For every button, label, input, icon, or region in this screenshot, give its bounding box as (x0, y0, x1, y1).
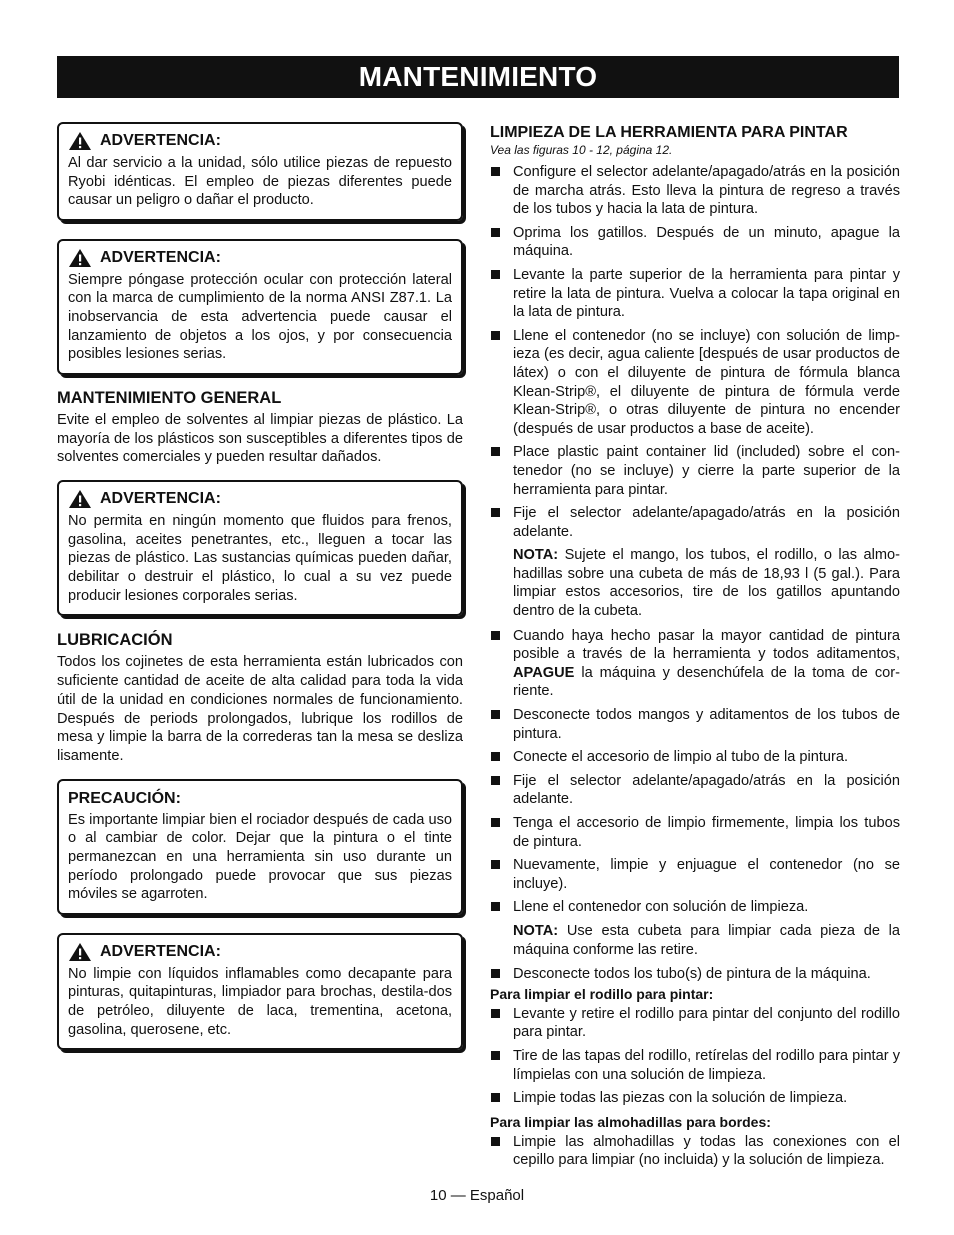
warning-box-1 (57, 122, 463, 221)
section-heading-general: MANTENIMIENTO GENERAL (57, 388, 282, 407)
bullet-square-icon (491, 710, 500, 719)
bullet-square-icon (491, 969, 500, 978)
warning-heading: ADVERTENCIA: (100, 490, 221, 508)
bullet-square-icon (491, 818, 500, 827)
warning-text: No limpie con líquidos inflamables como decapante para pinturas, quitapinturas, limpiador para brochas, destila-dos de petróleo, diluyente de laca, trementina, acetona, gasolina, querosene, etc. (68, 965, 452, 1038)
cleaning-steps-list (490, 163, 900, 541)
list-item: Tenga el accesorio de limpio firmemente, limpia los tubos de pintura. (490, 814, 900, 851)
bullet-square-icon (491, 1009, 500, 1018)
list-item: Limpie las almohadillas y todas las conexiones con el cepillo para limpiar (no incluida) y la solución de limpieza. (490, 1133, 900, 1170)
bullet-square-icon (491, 508, 500, 517)
list-item: Desconecte todos los tubo(s) de pintura de la máquina. (490, 965, 900, 984)
section-heading-lubrication: LUBRICACIÓN (57, 631, 173, 650)
caution-text: Es importante limpiar bien el rociador después de cada uso o al cambiar de color. Dejar que la pintura o el tinte permanezcan en una herramienta sin uso durante un período prolongado puede provocar que sus piezas móviles se agarroten. (68, 811, 452, 903)
lubrication-text: Todos los cojinetes de esta herramienta están lubricados con suficiente cantidad de aceite de alta calidad para toda la vida útil de la unidad en condiciones normales de funcionamiento. Después de periods prolongados, lubrique los rodillos de mesa y limpie la barra de la correderas tan la mesa se desliza lisamente. (57, 654, 463, 765)
general-maintenance-section (57, 389, 463, 467)
bullet-square-icon (491, 902, 500, 911)
warning-box-4 (57, 933, 463, 1050)
figure-reference: Vea las figuras 10 - 12, página 12. (490, 143, 673, 157)
bullet-square-icon (491, 331, 500, 340)
bullet-square-icon (491, 631, 500, 640)
list-item: Nuevamente, limpie y enjuague el contenedor (no se incluye). (490, 856, 900, 893)
warning-triangle-icon (68, 248, 92, 268)
list-item: Llene el contenedor con solución de limpieza. (490, 898, 900, 917)
general-text: Evite el empleo de solventes al limpiar piezas de plástico. La mayoría de los plásticos son susceptibles a diferentes tipos de solventes comerciales y pueden resultar dañados. (57, 411, 463, 466)
list-item: Cuando haya hecho pasar la mayor cantidad de pintura posible a través de la herramienta y todos aditamentos, APAGUE la máquina y desenchúfela de la toma de cor-riente. (490, 627, 900, 701)
note-2: NOTA: Use esta cubeta para limpiar cada pieza de la máquina conforme las retire. (513, 922, 900, 958)
warning-heading: ADVERTENCIA: (100, 132, 221, 149)
warning-triangle-icon (68, 942, 92, 962)
page-title: MANTENIMIENTO (57, 56, 899, 98)
bullet-square-icon (491, 270, 500, 279)
list-item: Configure el selector adelante/apagado/atrás en la posición de marcha atrás. Esto lleva la pintura de regreso a través de los tubos y hacia la lata de pintura. (490, 163, 900, 219)
list-item: Fije el selector adelante/apagado/atrás en la posición adelante. (490, 504, 900, 541)
warning-heading: ADVERTENCIA: (100, 942, 221, 960)
caution-box (57, 779, 463, 915)
warning-text: Al dar servicio a la unidad, sólo utilice piezas de repuesto Ryobi idénticas. El empleo de piezas diferentes puede causar un peligro o dañar el producto. (68, 155, 452, 209)
note-1: NOTA: Sujete el mango, los tubos, el rodillo, o las almo-hadillas sobre una cubeta de más de 18,93 l (5 gal.). Para limpiar estos accesorios, tire de los gatillos apuntando dentro de la cubeta. (513, 547, 900, 620)
page-footer: 10 — Español (429, 1187, 525, 1204)
bullet-square-icon (491, 776, 500, 785)
section-heading-cleaning: LIMPIEZA DE LA HERRAMIENTA PARA PINTAR (490, 124, 848, 141)
warning-box-2 (57, 239, 463, 375)
warning-text: No permita en ningún momento que fluidos para frenos, gasolina, aceites penetrantes, etc., lleguen a tocar las piezas de plástico. Las sustancias químicas pueden dañar, debilitar o destruir el plástico, lo cual a su vez puede producir lesiones corporales serias. (68, 513, 452, 604)
subheading-roller: Para limpiar el rodillo para pintar: (490, 985, 714, 1002)
bullet-square-icon (491, 167, 500, 176)
bullet-square-icon (491, 1093, 500, 1102)
list-item: Limpie todas las piezas con la solución de limpieza. (490, 1089, 900, 1108)
list-item: Levante la parte superior de la herramienta para pintar y retire la lata de pintura. Vuelva a colocar la tapa original en la lata de pintura. (490, 266, 900, 322)
bullet-square-icon (491, 1137, 500, 1146)
list-item: Desconecte todos mangos y aditamentos de los tubos de pintura. (490, 706, 900, 743)
warning-heading: ADVERTENCIA: (100, 248, 221, 266)
warning-text: Siempre póngase protección ocular con protección lateral con la marca de cumplimiento de la norma ANSI Z87.1. La inobservancia de esta advertencia puede causar el lanzamiento de objetos a los ojos, y por consecuencia posibles lesiones serias. (68, 271, 452, 363)
bullet-square-icon (491, 447, 500, 456)
caution-heading: PRECAUCIÓN: (68, 789, 181, 807)
warning-triangle-icon (68, 489, 92, 509)
lubrication-section (57, 631, 463, 766)
bullet-square-icon (491, 228, 500, 237)
subheading-edge-pads: Para limpiar las almohadillas para bordes: (490, 1113, 771, 1130)
list-item: Oprima los gatillos. Después de un minuto, apague la máquina. (490, 224, 900, 261)
bullet-square-icon (491, 752, 500, 761)
list-item: Levante y retire el rodillo para pintar del conjunto del rodillo para pintar. (490, 1005, 900, 1042)
bullet-square-icon (491, 860, 500, 869)
bullet-square-icon (491, 1051, 500, 1060)
list-item: Place plastic paint container lid (included) sobre el con-tenedor (no se incluye) y cierre la parte superior de la herramienta para pintar. (490, 443, 900, 499)
left-column (57, 122, 463, 1050)
right-column (490, 124, 900, 1175)
warning-box-3 (57, 480, 463, 616)
list-item: Fije el selector adelante/apagado/atrás en la posición adelante. (490, 772, 900, 809)
list-item: Llene el contenedor (no se incluye) con solución de limp-ieza (es decir, agua caliente [después de usar productos de látex) o con el diluyente de pintura de fórmula blanca Klean-Strip®, el diluyente de pintura de fórmula verde Klean-Strip®, o otras diluyente de pintura no encender (después de usar productos a base de aceite). (490, 327, 900, 439)
list-item: Conecte el accesorio de limpio al tubo de la pintura. (490, 748, 900, 767)
list-item: Tire de las tapas del rodillo, retírelas del rodillo para pintar y límpielas con una solución de limpieza. (490, 1047, 900, 1084)
warning-triangle-icon (68, 131, 92, 151)
